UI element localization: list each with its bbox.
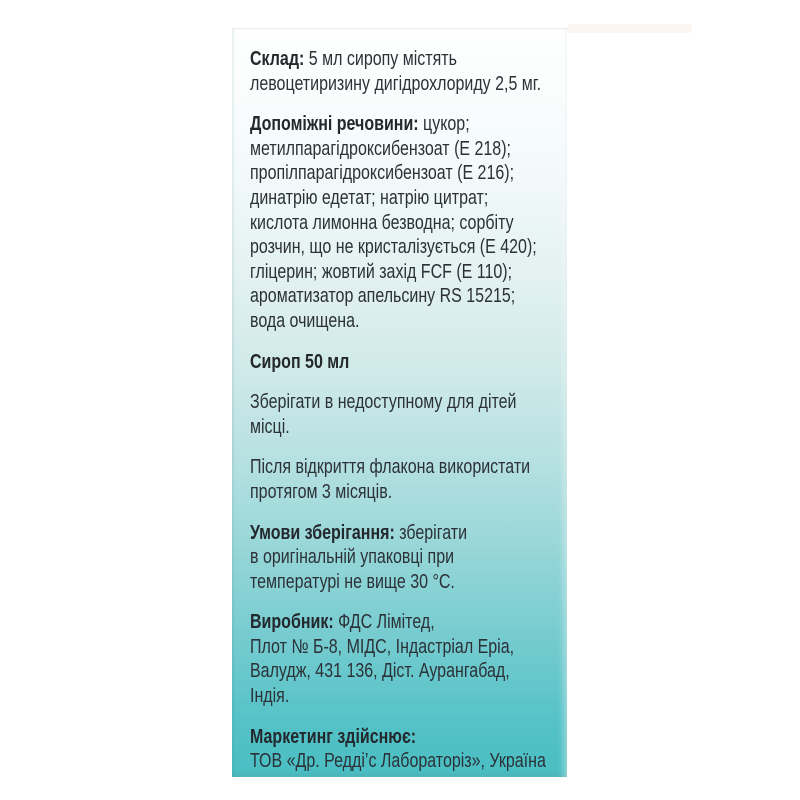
label-bold-text: Сироп 50 мл (250, 350, 350, 373)
label-text: гліцерин; жовтий захід FCF (Е 110); (250, 260, 513, 283)
label-text: Індія. (250, 685, 290, 708)
label-bold-text: Умови зберігання: (250, 521, 395, 544)
carton-top-edge (567, 24, 692, 33)
label-line (250, 415, 491, 440)
label-text: цукор; (418, 113, 470, 136)
paragraph-excipients (250, 112, 551, 333)
label-text: метилпарагідроксибензоат (Е 218); (250, 137, 511, 160)
label-bold-text: Допоміжні речовини: (250, 113, 419, 136)
label-text: пропілпарагідроксибензоат (Е 216); (250, 162, 515, 185)
label-text: Зберігати в недоступному для дітей (250, 391, 517, 414)
label-line (250, 480, 491, 505)
label-text: ароматизатор апельсину RS 15215; (250, 285, 516, 308)
label-text: динатрію едетат; натрію цитрат; (250, 186, 489, 209)
label-text: 5 мл сиропу містять (304, 48, 457, 70)
label-text: в оригінальній упаковці при (250, 546, 455, 569)
label-line (250, 725, 491, 750)
label-line (250, 521, 491, 546)
label-panel-text (250, 47, 551, 774)
label-line (250, 749, 546, 774)
label-line (250, 260, 513, 285)
label-bold-text: Маркетинг здійснює: (250, 725, 417, 748)
paragraph-after-opening (250, 455, 551, 504)
label-panel (232, 28, 567, 777)
label-line (250, 635, 515, 660)
label-text: температурі не вище 30 °С. (250, 570, 455, 593)
label-line (250, 350, 491, 375)
label-line (250, 610, 491, 635)
label-text: Плот № Б-8, МІДС, Індастріал Еріа, (250, 635, 515, 658)
label-text: левоцетиризину дигідрохлориду 2,5 мг. (250, 72, 542, 95)
label-line (250, 186, 491, 211)
label-line (250, 235, 537, 260)
label-line (250, 659, 510, 684)
label-bold-text: Склад: (250, 48, 305, 70)
label-line (250, 284, 516, 309)
label-line (250, 309, 491, 334)
label-line (250, 112, 491, 137)
label-text: протягом 3 місяців. (250, 480, 393, 503)
label-text: ФДС Лімітед, (333, 611, 435, 634)
label-text: зберігати (394, 521, 468, 544)
label-text: вода очищена. (250, 309, 360, 332)
label-line (250, 211, 514, 236)
label-line (250, 684, 491, 709)
paragraph-composition (250, 47, 551, 96)
label-text: кислота лимонна безводна; сорбіту (250, 211, 514, 234)
label-line (250, 570, 491, 595)
paragraph-storage-conditions (250, 521, 551, 595)
label-text: Валудж, 431 136, Діст. Аурангабад, (250, 660, 510, 683)
label-bold-text: Виробник: (250, 611, 334, 634)
paragraph-marketing (250, 725, 551, 774)
paragraph-volume (250, 350, 551, 375)
label-text: розчин, що не кристалізується (Е 420); (250, 236, 537, 259)
label-text: Після відкриття флакона використати (250, 456, 531, 479)
label-line (250, 390, 517, 415)
label-line (250, 161, 515, 186)
label-line (250, 455, 531, 480)
label-line (250, 47, 491, 72)
paragraph-keep-away-from-children (250, 390, 551, 439)
label-line (250, 137, 511, 162)
paragraph-manufacturer (250, 610, 551, 708)
label-text: ТОВ «Др. Редді’с Лабораторіз», Україна (250, 750, 546, 773)
label-text: місці. (250, 415, 290, 438)
label-line (250, 72, 542, 97)
label-line (250, 545, 491, 570)
